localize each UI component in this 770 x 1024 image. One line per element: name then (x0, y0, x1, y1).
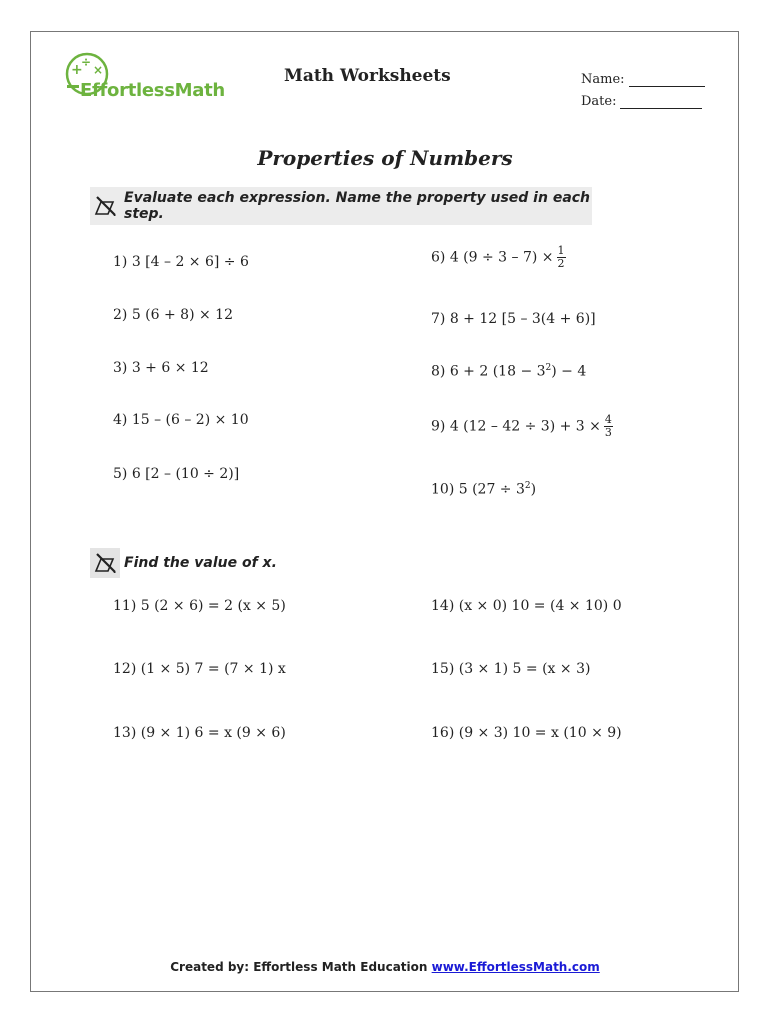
problem-6 (431, 245, 566, 270)
problem-8-text: 8) 6 + 2 (18 − 3 (431, 363, 546, 380)
problem-14: 14) (x × 0) 10 = (4 × 10) 0 (431, 598, 622, 614)
svg-text:÷: ÷ (81, 55, 92, 69)
problem-4: 4) 15 – (6 – 2) × 10 (113, 412, 249, 428)
problem-1: 1) 3 [4 – 2 × 6] ÷ 6 (113, 254, 249, 270)
problem-11: 11) 5 (2 × 6) = 2 (x × 5) (113, 598, 286, 614)
date-label: Date: (581, 94, 617, 109)
problem-8 (431, 363, 586, 380)
footer (0, 960, 770, 974)
svg-text:+: + (71, 62, 83, 78)
problem-5: 5) 6 [2 – (10 ÷ 2)] (113, 466, 240, 482)
fraction-numerator: 1 (557, 244, 565, 257)
instruction-text: Find the value of x. (124, 555, 277, 571)
problem-12: 12) (1 × 5) 7 = (7 × 1) x (113, 661, 286, 677)
exponent: 2 (524, 481, 531, 491)
svg-text:×: × (93, 63, 104, 77)
name-line[interactable] (629, 74, 705, 87)
fraction-denominator: 3 (604, 426, 612, 439)
problem-2: 2) 5 (6 + 8) × 12 (113, 307, 233, 323)
fraction (604, 414, 613, 439)
fraction (557, 245, 566, 270)
fraction-numerator: 4 (604, 413, 612, 426)
page-title: Properties of Numbers (257, 146, 513, 170)
name-field (581, 72, 705, 87)
logo-text: EffortlessMath (80, 80, 225, 101)
exponent: 2 (545, 363, 552, 373)
problem-10-text: 10) 5 (27 ÷ 3 (431, 481, 525, 498)
problem-8-tail: ) − 4 (551, 363, 587, 380)
problem-3: 3) 3 + 6 × 12 (113, 360, 209, 376)
name-label: Name: (581, 72, 625, 87)
date-field (581, 94, 702, 109)
worksheet-title: Math Worksheets (284, 66, 451, 86)
pencil-paper-icon (94, 194, 118, 218)
fraction-denominator: 2 (557, 257, 565, 270)
problem-10-tail: ) (530, 481, 537, 498)
footer-credit: Created by: Effortless Math Education (170, 960, 428, 974)
footer-link[interactable]: www.EffortlessMath.com (431, 960, 600, 974)
worksheet-frame (30, 31, 739, 992)
pencil-paper-icon (94, 551, 118, 575)
problem-7: 7) 8 + 12 [5 – 3(4 + 6)] (431, 311, 596, 327)
problem-10 (431, 481, 536, 498)
instruction-find-x (90, 544, 380, 582)
problem-13: 13) (9 × 1) 6 = x (9 × 6) (113, 725, 286, 741)
problem-9-text: 9) 4 (12 – 42 ÷ 3) + 3 × (431, 418, 601, 435)
problem-16: 16) (9 × 3) 10 = x (10 × 9) (431, 725, 622, 741)
problem-15: 15) (3 × 1) 5 = (x × 3) (431, 661, 591, 677)
instruction-evaluate (90, 187, 592, 225)
instruction-text: Evaluate each expression. Name the property used in each step. (124, 190, 591, 222)
problem-6-text: 6) 4 (9 ÷ 3 – 7) × (431, 249, 554, 266)
problem-9 (431, 414, 613, 439)
date-line[interactable] (620, 96, 702, 109)
